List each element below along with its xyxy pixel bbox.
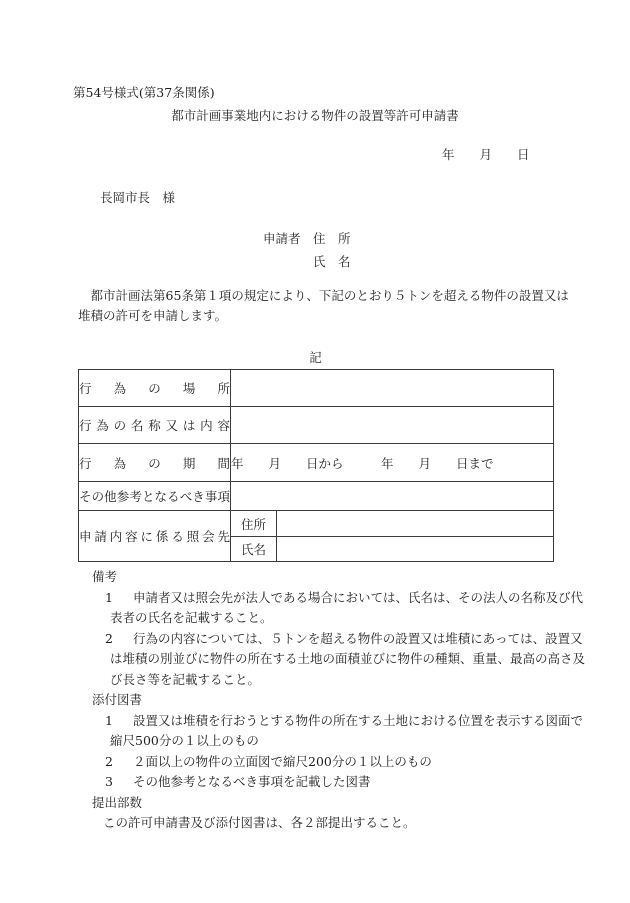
body-paragraph-line-1: 都市計画法第65条第１項の規定により、下記のとおり５トンを超える物件の設置又は — [78, 288, 569, 303]
attachments-heading: 添付図書 — [92, 692, 143, 707]
remarks-item-1-line-2: 表者の氏名を記載すること。 — [110, 610, 273, 625]
remarks-item-1-text: 申請者又は照会先が法人である場合においては、氏名は、その法人の名称及び代 — [133, 589, 584, 605]
remarks-item-1-number: 1 — [105, 589, 113, 605]
table-row — [79, 511, 554, 537]
applicant-name-label: 氏 名 — [313, 254, 351, 269]
body-paragraph-line-2: 堆積の許可を申請します。 — [78, 307, 228, 323]
table-row — [79, 407, 554, 444]
remarks-item-2-text: 行為の内容については、５トンを超える物件の設置又は堆積にあっては、設置又 — [133, 630, 583, 646]
attachments-item-1-number: 1 — [105, 712, 113, 728]
row-label-place: 行為の場所 — [79, 370, 231, 407]
attachments-item-3-line-1 — [78, 772, 598, 793]
contact-address-label: 住所 — [231, 511, 277, 537]
row-value-other-reference — [231, 482, 554, 511]
attachments-item-1-text: 設置又は堆積を行おうとする物件の所在する土地における位置を表示する図面で — [133, 712, 584, 728]
contact-name-label: 氏名 — [231, 537, 277, 562]
row-value-place — [231, 370, 554, 407]
remarks-item-2-line-1 — [78, 629, 598, 650]
attachments-item-3-text: その他参考となるべき事項を記載した図書 — [133, 774, 371, 789]
table-row — [79, 482, 554, 511]
contact-name-value — [277, 537, 554, 562]
body-paragraph — [78, 286, 578, 325]
row-value-name-or-content — [231, 407, 554, 444]
attachments-item-1-line-2: 縮尺500分の１以上のもの — [110, 733, 259, 748]
remarks-item-1-line-1 — [78, 588, 598, 609]
submission-body: この許可申請書及び添付図書は、各２部提出すること。 — [103, 815, 416, 830]
row-label-name-or-content: 行為の名称又は内容 — [79, 407, 231, 444]
form-number: 第54号様式(第37条関係) — [73, 85, 215, 100]
attachments-item-2-text: ２面以上の物件の立面図で縮尺200分の１以上のもの — [133, 753, 432, 769]
applicant-block — [263, 227, 351, 273]
attachments-item-2-line-1 — [78, 752, 598, 773]
record-heading: 記 — [309, 350, 322, 365]
attachments-item-1-line-1 — [78, 711, 598, 732]
attachments-item-3-number: 3 — [105, 774, 113, 789]
row-label-period: 行為の期間 — [79, 444, 231, 482]
addressee: 長岡市長 様 — [100, 190, 176, 205]
table-row — [79, 370, 554, 407]
remarks-heading: 備考 — [92, 569, 118, 584]
date-line: 年 月 日 — [442, 147, 530, 162]
attachments-item-2-number: 2 — [105, 753, 113, 769]
submission-heading: 提出部数 — [92, 794, 143, 810]
remarks-item-2-number: 2 — [105, 630, 113, 646]
row-label-contact: 申請内容に係る照会先 — [79, 511, 231, 562]
remarks-item-2-line-2: は堆積の別並びに物件の所在する土地の面積並びに物件の種類、重量、最高の高さ及 — [110, 651, 586, 666]
remarks-item-2-line-3: び長さ等を記載すること。 — [110, 671, 261, 687]
page-title: 都市計画事業地内における物件の設置等許可申請書 — [171, 108, 459, 123]
application-table — [78, 369, 554, 562]
notes-section — [78, 567, 598, 834]
contact-address-value — [277, 511, 554, 537]
table-row — [79, 444, 554, 482]
row-value-period: 年 月 日から 年 月 日まで — [231, 444, 554, 482]
applicant-address-label: 申請者 住 所 — [263, 231, 351, 246]
row-label-other-reference: その他参考となるべき事項 — [79, 482, 231, 511]
